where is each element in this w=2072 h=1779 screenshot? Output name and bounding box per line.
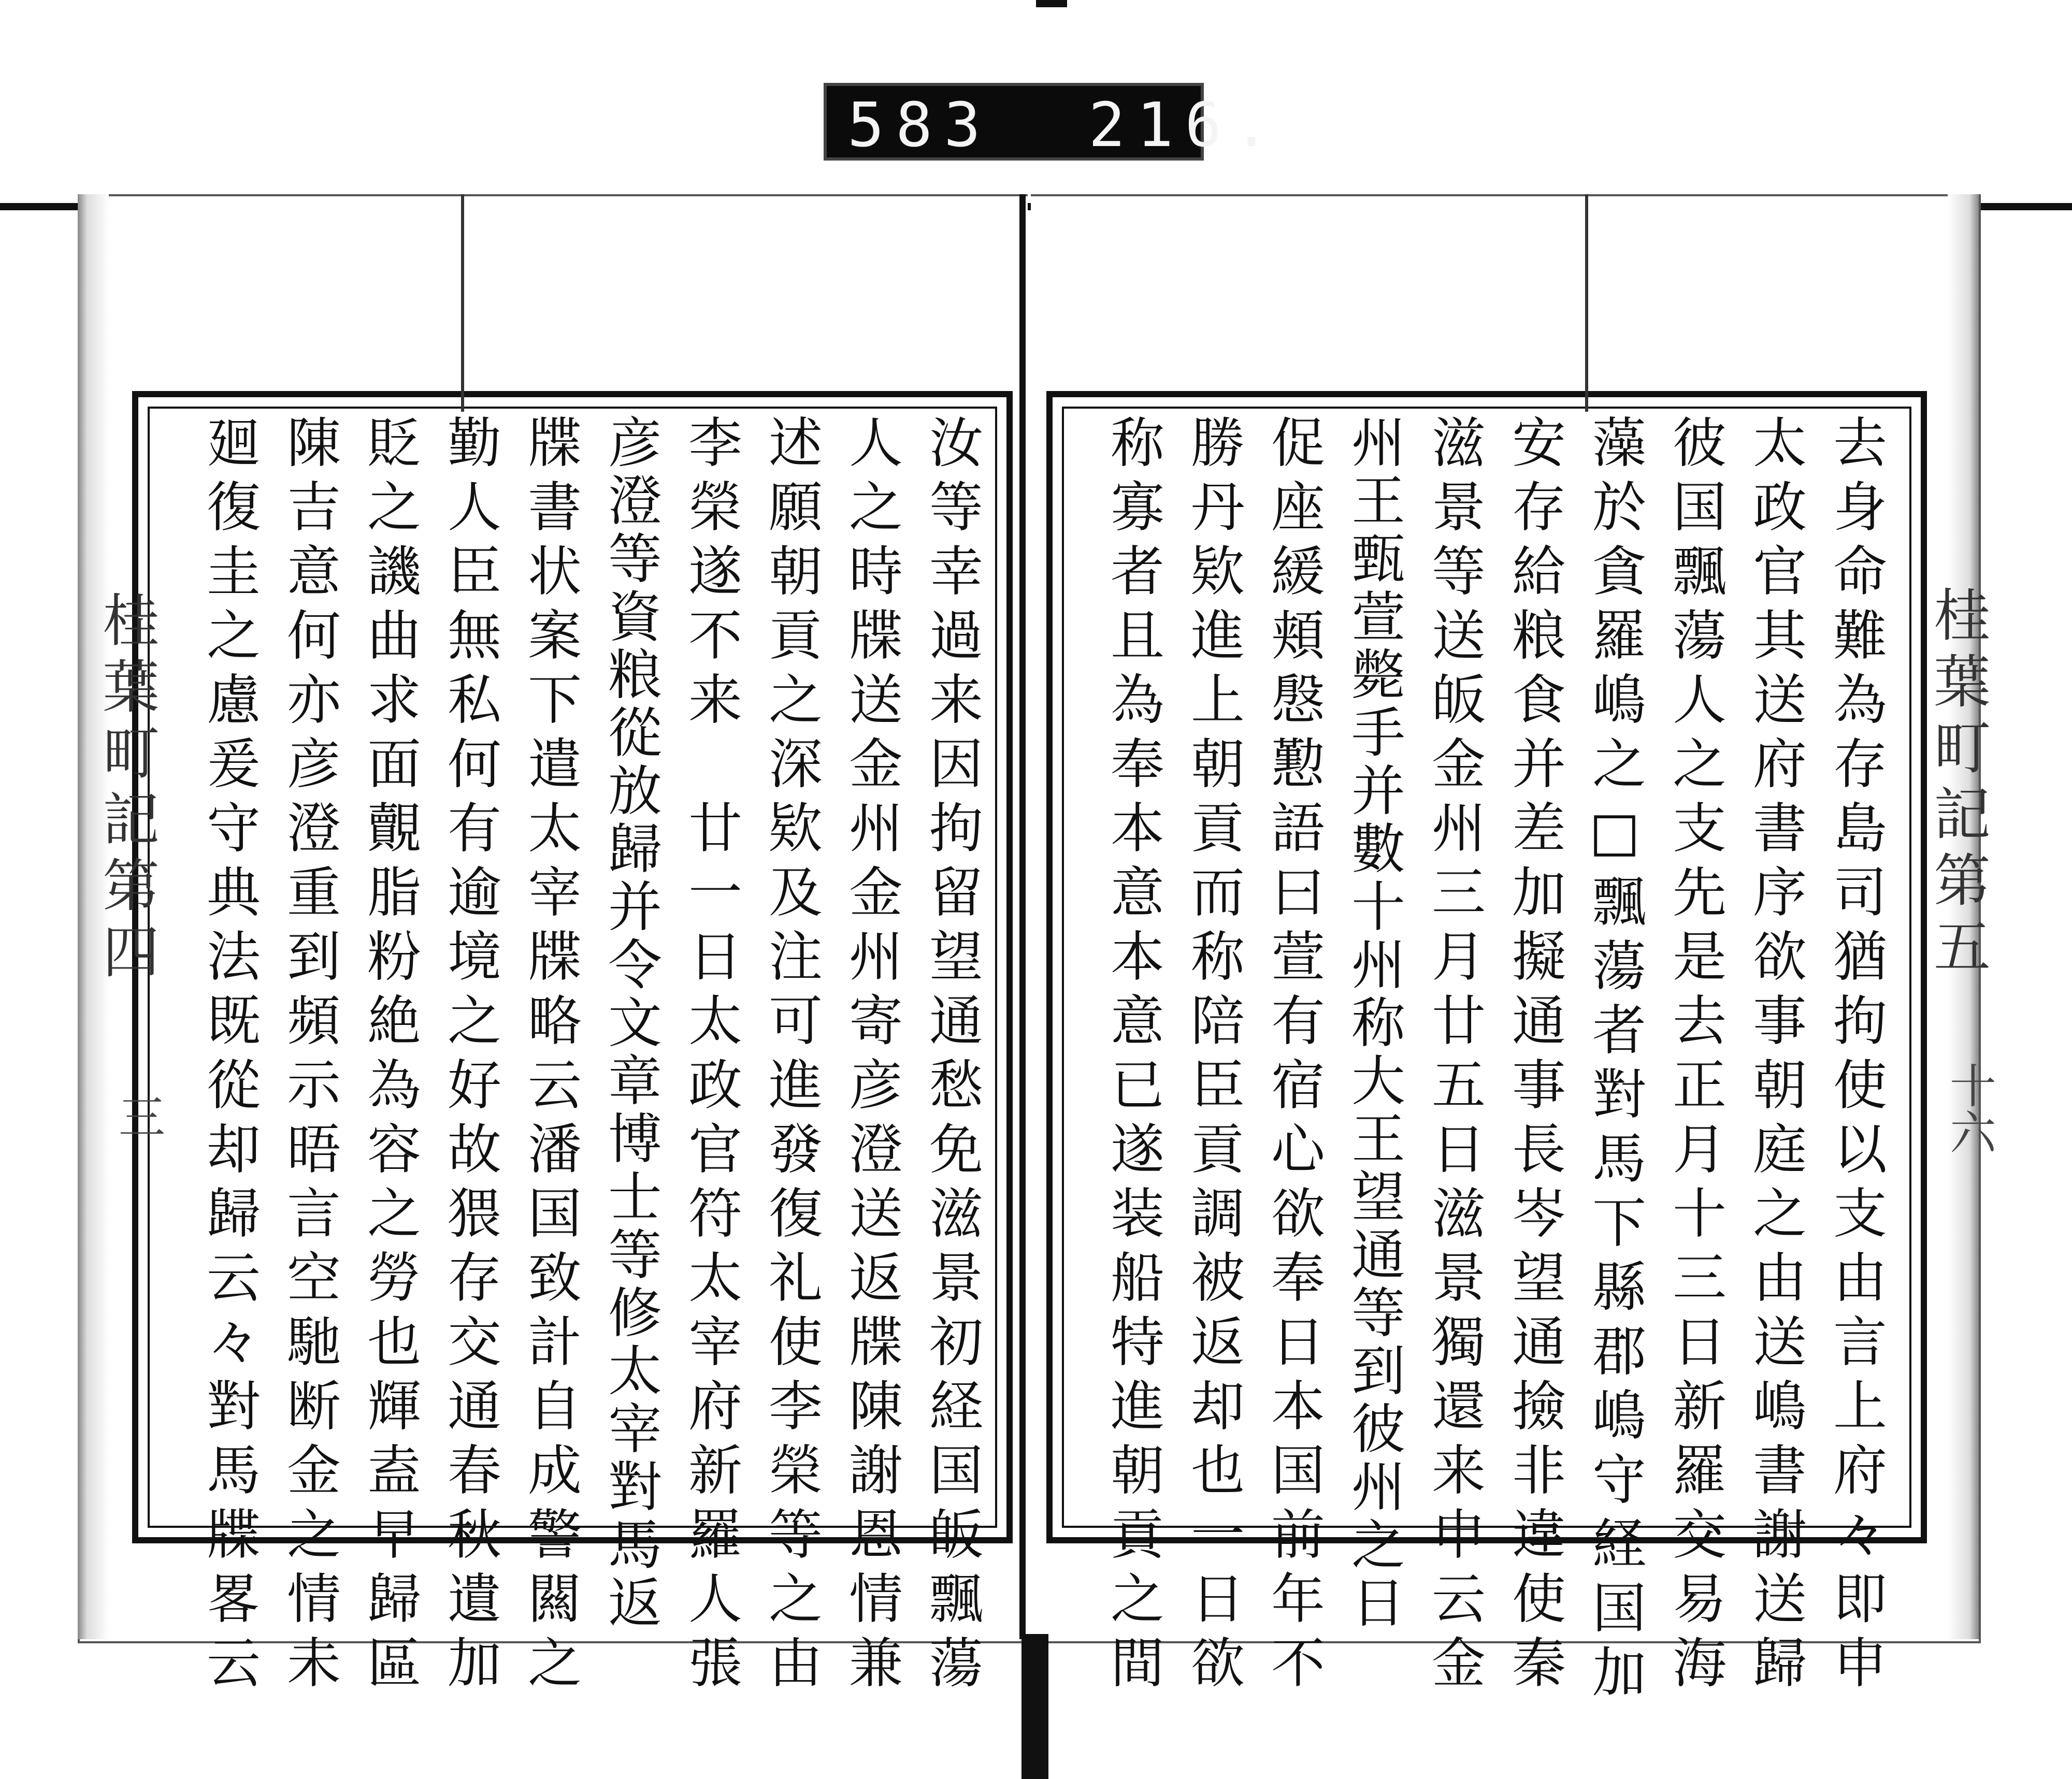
right-text-column: 藻於貪羅嶋之□飄蕩者對馬下縣郡嶋守経国加 xyxy=(1583,414,1646,1708)
left-text-column: 汝等幸過来因拘留望通愁免滋景初経国皈飄蕩 xyxy=(920,414,983,1699)
left-text-column: 牒書状案下遣太宰牒略云潘国致計自成警闗之 xyxy=(519,414,582,1699)
right-page-header: 桂葉町記第五 xyxy=(1924,585,1991,983)
right-text-column: 去身命難為存島司猶拘使以支由言上府々即申 xyxy=(1824,414,1887,1699)
left-text-column: 述願朝貢之深欵及注可進發復礼使李榮等之由 xyxy=(759,414,823,1699)
binding-thread xyxy=(461,194,464,412)
left-text-column: 陳吉意何亦彦澄重到頻示晤言空馳断金之情未 xyxy=(278,414,341,1699)
right-text-column: 滋景等送皈金州三月廿五日滋景獨還来申云金 xyxy=(1422,414,1486,1699)
left-text-column: 人之時牒送金州金州寄彦澄送返牒陳謝恩情兼 xyxy=(840,414,903,1699)
archive-call-number-tag: 583 216. xyxy=(824,83,1204,161)
right-page-number: 十六 xyxy=(1941,1062,1996,1155)
right-text-column: 州王甄萱斃手并數十州称大王望通等到彼州之日 xyxy=(1342,414,1405,1632)
right-text-column: 促座緩頬慇懃語曰萱有宿心欲奉日本国前年不 xyxy=(1262,414,1325,1699)
left-text-column: 彦澄等資粮從放歸并令文章博士等修太宰對馬返 xyxy=(599,414,662,1632)
scan-top-mark xyxy=(1036,0,1067,7)
right-text-column: 勝丹欵進上朝貢而称陪臣貢調被返却也一日欲 xyxy=(1182,414,1245,1699)
left-text-column: 貶之譏曲求面覿脂粉絶為容之勞也輝盍早歸區 xyxy=(358,414,421,1699)
book-spine xyxy=(1019,194,1026,1639)
binding-thread xyxy=(1585,194,1588,412)
right-text-column: 彼国飄蕩人之支先是去正月十三日新羅交易海 xyxy=(1663,414,1726,1699)
left-page-header: 桂葉町記第四 xyxy=(93,590,160,988)
right-text-column: 称寡者且為奉本意本意已遂装船特進朝貢之間 xyxy=(1101,414,1164,1699)
left-text-column: 李榮遂不来 廿一日太政官符太宰府新羅人張 xyxy=(679,414,742,1699)
left-text-column: 勤人臣無私何有逾境之好故猥存交通春秋遺加 xyxy=(438,414,501,1699)
spine-binding-clip xyxy=(1021,1634,1048,1779)
left-page-number: 三 xyxy=(110,1093,165,1139)
right-text-column: 安存給粮食并差加擬通事長岑望通撿非違使秦 xyxy=(1503,414,1566,1699)
right-text-column: 太政官其送府書序欲事朝庭之由送嶋書謝送歸 xyxy=(1744,414,1807,1699)
left-text-column: 廻復圭之慮爰守典法既從却歸云々對馬牒畧云 xyxy=(197,414,261,1699)
